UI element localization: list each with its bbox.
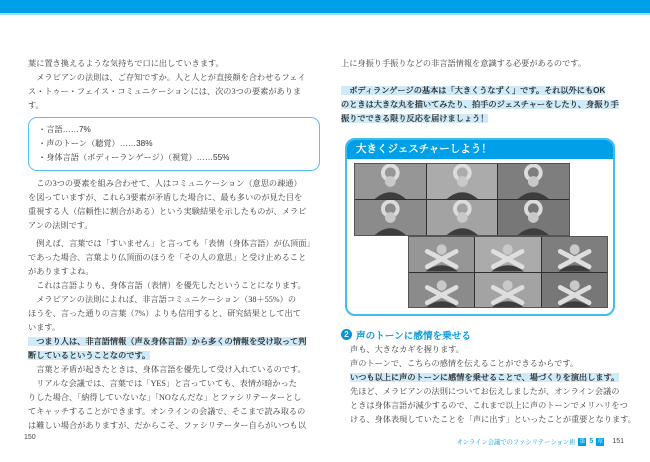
video-tile xyxy=(427,200,498,235)
x-gesture-person-icon xyxy=(409,273,474,308)
highlighted-line xyxy=(28,335,320,349)
text-line: この3つの要素を組み合わせて、人はコミュニケーション（意思の疎通） xyxy=(28,179,302,188)
video-grid-photo-x xyxy=(408,236,608,308)
highlight-text: ボディランゲージの基本は「大きくうなずく」です。それ以外にもOK xyxy=(341,86,606,95)
section-body xyxy=(350,343,636,427)
text-line: を図っていますが、これら3要素が矛盾した場合に、最も多いのが見た目を xyxy=(28,193,303,202)
chapter-number: 5 xyxy=(589,438,594,445)
video-tile xyxy=(498,200,569,235)
text-line: リアルな会議では、言葉では「YES」と言っていても、表情が暗かった xyxy=(28,379,297,388)
text-line: ほうを、言った通りの言葉（7%）よりも信用すると、研究結果として出て xyxy=(28,309,301,318)
text-line: てキャッチすることができます。オンラインの会議で、そこまで読み取るの xyxy=(28,407,306,416)
highlight-text: いつも以上に声のトーンに感情を乗せることで、場づくりを演出します。 xyxy=(350,373,620,382)
text-line: 上に身振り手振りなどの非言語情報を意識する必要があるのです。 xyxy=(341,59,586,68)
box-item: ・身体言語（ボディーランゲージ）（視覚）……55% xyxy=(38,153,230,162)
highlight-text: 振りでできる限り反応を届けましょう！ xyxy=(341,114,489,123)
text-line: 先ほど、メラビアンの法則についてお伝えしましたが、オンライン会議の xyxy=(350,387,620,396)
highlighted-line xyxy=(28,349,320,363)
text-line: アンの法則です。 xyxy=(28,221,93,230)
highlight-text: 断しているということなのです。 xyxy=(28,351,151,360)
video-tile xyxy=(542,273,607,308)
highlighted-line xyxy=(341,84,625,98)
x-gesture-person-icon xyxy=(409,237,474,272)
video-tile xyxy=(475,273,540,308)
section-heading-voice-tone xyxy=(341,328,625,341)
text-line: であった場合、言葉より仏頂面のほうを「その人の意思」と受け止めること xyxy=(28,253,307,262)
video-tile xyxy=(355,164,426,199)
o-gesture-person-icon xyxy=(427,164,498,199)
text-line: います。 xyxy=(28,323,61,332)
text-line: がありますよね。 xyxy=(28,267,94,276)
panel-title: 大きくジェスチャーしよう！ xyxy=(347,140,613,159)
text-line: これは言語よりも、身体言語（表情）を優先したということになります。 xyxy=(28,281,306,290)
text-line: は難しい場合がありますが、だからこそ、ファシリテーター自らがいつも以 xyxy=(28,421,306,430)
section-number-badge: 2 xyxy=(341,329,352,340)
box-item: ・言語……7% xyxy=(38,125,91,134)
top-accent-bar xyxy=(0,0,650,15)
page-number-right: 151 xyxy=(612,438,624,445)
video-tile xyxy=(475,237,540,272)
text-line: 葉に置き換えるような気持ちで口に出していきます。 xyxy=(28,59,224,68)
text-line: りした場合、「納得していないな」「NOなんだな」とファシリテーターとし xyxy=(28,393,302,402)
highlighted-line xyxy=(341,112,625,126)
running-title: オンライン会議でのファシリテーション術 xyxy=(456,439,576,446)
text-line: メラビアンの法則は、ご存知ですか。人と人とが直接顔を合わせるフェイ xyxy=(28,73,306,82)
text-line: 声も、大きなカギを握ります。 xyxy=(350,345,464,354)
o-gesture-person-icon xyxy=(498,200,569,235)
x-gesture-person-icon xyxy=(475,237,540,272)
chapter-suffix-badge: 章 xyxy=(597,438,604,445)
x-gesture-person-icon xyxy=(542,237,607,272)
video-tile xyxy=(409,237,474,272)
highlight-text: のときは大きな丸を描いてみたり、拍手のジェスチャーをしたり、身振り手 xyxy=(341,100,619,109)
text-line: 重視する人（信頼性に割合がある）という実験結果を示したものが、メラビ xyxy=(28,207,307,216)
footer-right xyxy=(456,437,624,446)
section-title: 声のトーンに感情を乗せる xyxy=(356,330,471,342)
text-line: ける、身体表現していたことを「声に出す」といったことが重要となります。 xyxy=(350,415,636,424)
o-gesture-person-icon xyxy=(355,200,426,235)
gesture-photo-panel xyxy=(345,138,615,316)
o-gesture-person-icon xyxy=(498,164,569,199)
x-gesture-person-icon xyxy=(542,273,607,308)
page-right xyxy=(341,57,636,427)
text-line: す。 xyxy=(28,101,44,110)
mehrabian-elements-box xyxy=(28,117,320,171)
box-item: ・声のトーン（聴覚）……38% xyxy=(38,139,153,148)
video-tile xyxy=(498,164,569,199)
video-tile xyxy=(355,200,426,235)
text-line: 例えば、言葉では「すいません」と言っても「表情（身体言語）が仏頂面」 xyxy=(28,239,315,248)
page-number-left: 150 xyxy=(24,434,36,441)
highlighted-line xyxy=(350,371,625,385)
text-line: ス・トゥー・フェイス・コミュニケーションには、次の3つの要素がありま xyxy=(28,87,302,96)
video-tile xyxy=(427,164,498,199)
video-tile xyxy=(542,237,607,272)
text-line: メラビアンの法則によれば、非言語コミュニケーション（38＋55%）の xyxy=(28,295,297,304)
text-line: 声のトーンで、こちらの感情を伝えることができるからです。 xyxy=(350,359,579,368)
text-line: 言葉と矛盾が起きたときは、身体言語を優先して受け入れているのです。 xyxy=(28,365,306,374)
video-tile xyxy=(409,273,474,308)
o-gesture-person-icon xyxy=(427,200,498,235)
video-grid-photo-ok xyxy=(354,163,570,236)
chapter-prefix-badge: 第 xyxy=(579,438,586,445)
page-left xyxy=(28,57,320,433)
text-line: ときは身体言語が減少するので、これまで以上に声のトーンでメリハリをつ xyxy=(350,401,628,410)
o-gesture-person-icon xyxy=(355,164,426,199)
x-gesture-person-icon xyxy=(475,273,540,308)
highlight-text: つまり人は、非言語情報（声＆身体言語）から多くの情報を受け取って判 xyxy=(28,337,307,346)
highlighted-line xyxy=(341,98,625,112)
